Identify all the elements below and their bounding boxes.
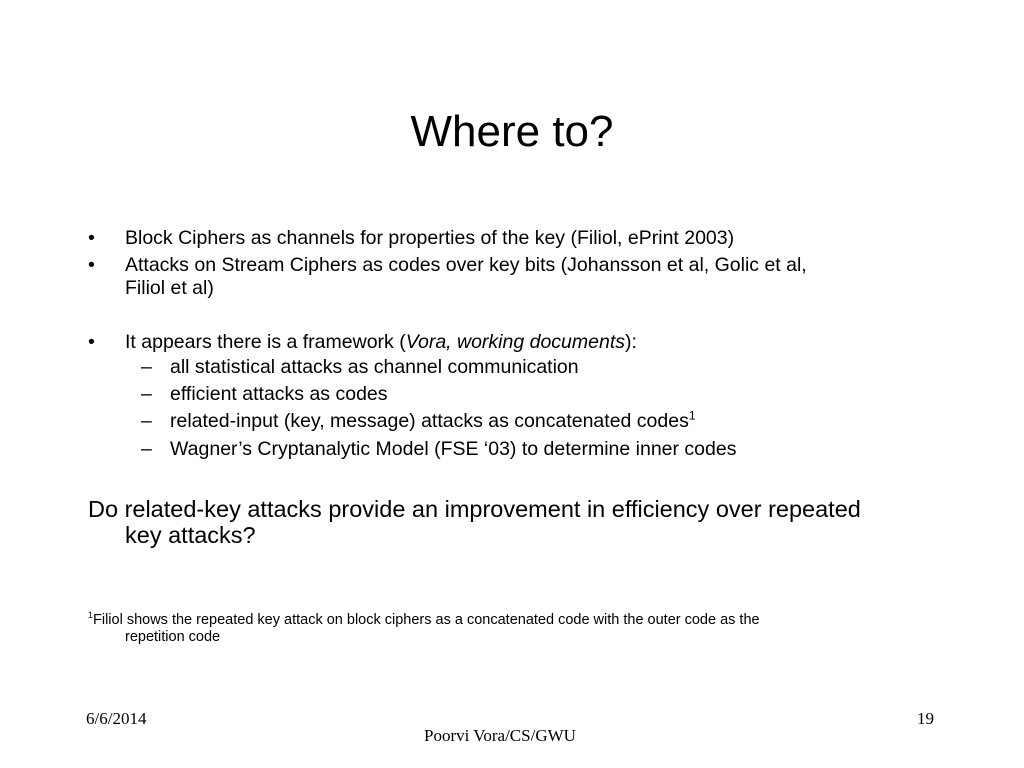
bullet-text-stream-ciphers-line1: Attacks on Stream Ciphers as codes over key bits (Johansson et al, Golic et al, [125, 254, 807, 276]
footer-page-number: 19 [917, 709, 934, 728]
bullet-text-block-ciphers: Block Ciphers as channels for properties of the key (Filiol, ePrint 2003) [125, 227, 735, 249]
sub-bullet-marker: – [141, 356, 152, 378]
sub-item-wagner-model: Wagner’s Cryptanalytic Model (FSE ‘03) to determine inner codes [170, 438, 737, 460]
footnote-number: 1 [88, 610, 93, 621]
sub-item-related-input-text: related-input (key, message) attacks as concatenated codes [170, 410, 689, 432]
bullet-text-framework [125, 330, 637, 354]
sub-bullet-marker: – [141, 383, 152, 405]
sub-bullet-marker: – [141, 410, 152, 432]
sub-item-related-input [170, 409, 696, 433]
slide-title: Where to? [410, 107, 614, 156]
framework-italic-citation: Vora, working documents [405, 331, 626, 353]
footer-date: 6/6/2014 [86, 709, 147, 728]
footer-author: Poorvi Vora/CS/GWU [424, 726, 576, 745]
framework-prefix: It appears there is a framework ( [125, 331, 406, 353]
footnote [88, 612, 968, 646]
sub-bullet-marker: – [141, 438, 152, 460]
question-paragraph [88, 496, 968, 548]
framework-suffix: ): [625, 331, 637, 353]
footnote-line1 [88, 612, 760, 628]
bullet-marker: • [88, 227, 95, 249]
sub-item-statistical-attacks: all statistical attacks as channel communication [170, 356, 579, 378]
bullet-text-stream-ciphers-line2: Filiol et al) [125, 277, 214, 299]
footnote-text-line1: Filiol shows the repeated key attack on block ciphers as a concatenated code with the outer code as the [93, 612, 760, 628]
question-line2: key attacks? [125, 522, 256, 548]
bullet-marker: • [88, 254, 95, 276]
footnote-reference: 1 [688, 408, 696, 423]
bullet-marker: • [88, 331, 95, 353]
question-line1: Do related-key attacks provide an improvement in efficiency over repeated [88, 496, 861, 522]
footnote-line2: repetition code [125, 629, 221, 645]
sub-item-efficient-attacks: efficient attacks as codes [170, 383, 388, 405]
